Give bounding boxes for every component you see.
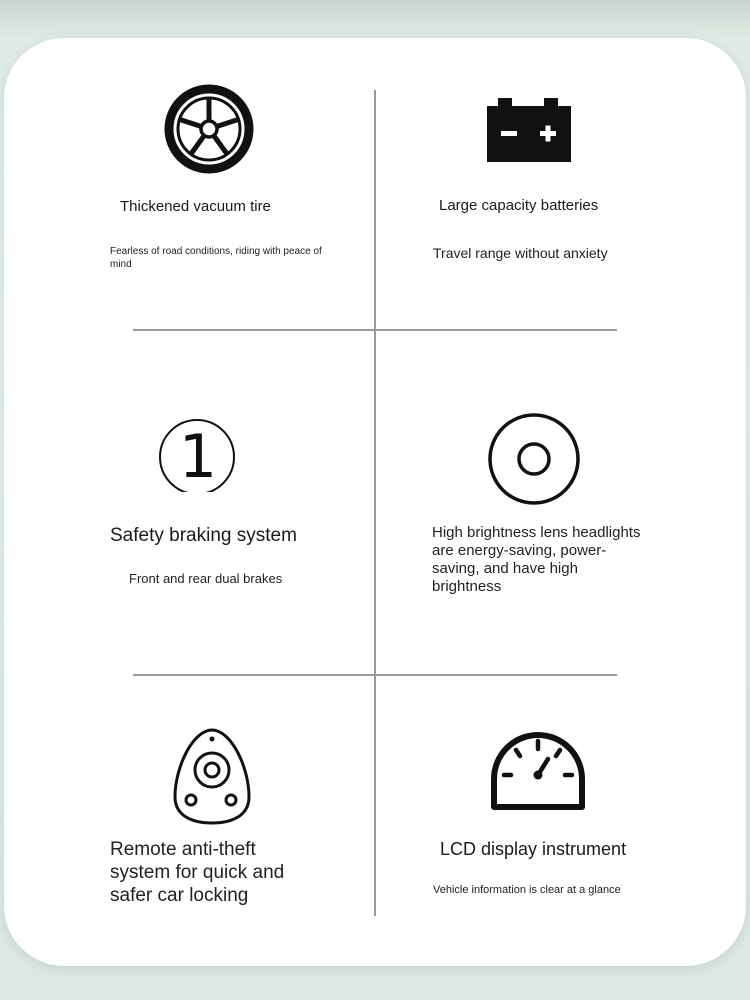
feature-description-remote: Remote anti-theft system for quick and safer car locking bbox=[110, 839, 285, 906]
feature-description-tire: Fearless of road conditions, riding with peace of mind bbox=[110, 246, 322, 270]
remote-key-fob-icon bbox=[171, 727, 253, 827]
wheel-icon bbox=[163, 83, 255, 175]
horizontal-divider-bottom bbox=[133, 674, 617, 676]
vertical-divider bbox=[374, 90, 376, 916]
speedometer-icon bbox=[488, 727, 588, 811]
feature-title-battery: Large capacity batteries bbox=[439, 197, 599, 214]
feature-title-tire: Thickened vacuum tire bbox=[120, 198, 271, 215]
circled-number-text: 1 bbox=[178, 422, 218, 492]
feature-description-braking: Front and rear dual brakes bbox=[129, 571, 283, 586]
battery-icon bbox=[486, 97, 572, 163]
headlight-lens-icon bbox=[487, 412, 581, 506]
feature-title-braking: Safety braking system bbox=[110, 525, 297, 546]
feature-description-lcd: Vehicle information is clear at a glance bbox=[433, 884, 621, 896]
feature-description-headlight: High brightness lens headlights are energy-saving, power-saving, and have high brightness bbox=[432, 524, 641, 595]
feature-title-lcd: LCD display instrument bbox=[440, 839, 627, 859]
circled-number-icon bbox=[158, 418, 240, 492]
feature-description-battery: Travel range without anxiety bbox=[433, 245, 608, 261]
horizontal-divider-top bbox=[133, 329, 617, 331]
top-background-shade bbox=[0, 0, 750, 40]
